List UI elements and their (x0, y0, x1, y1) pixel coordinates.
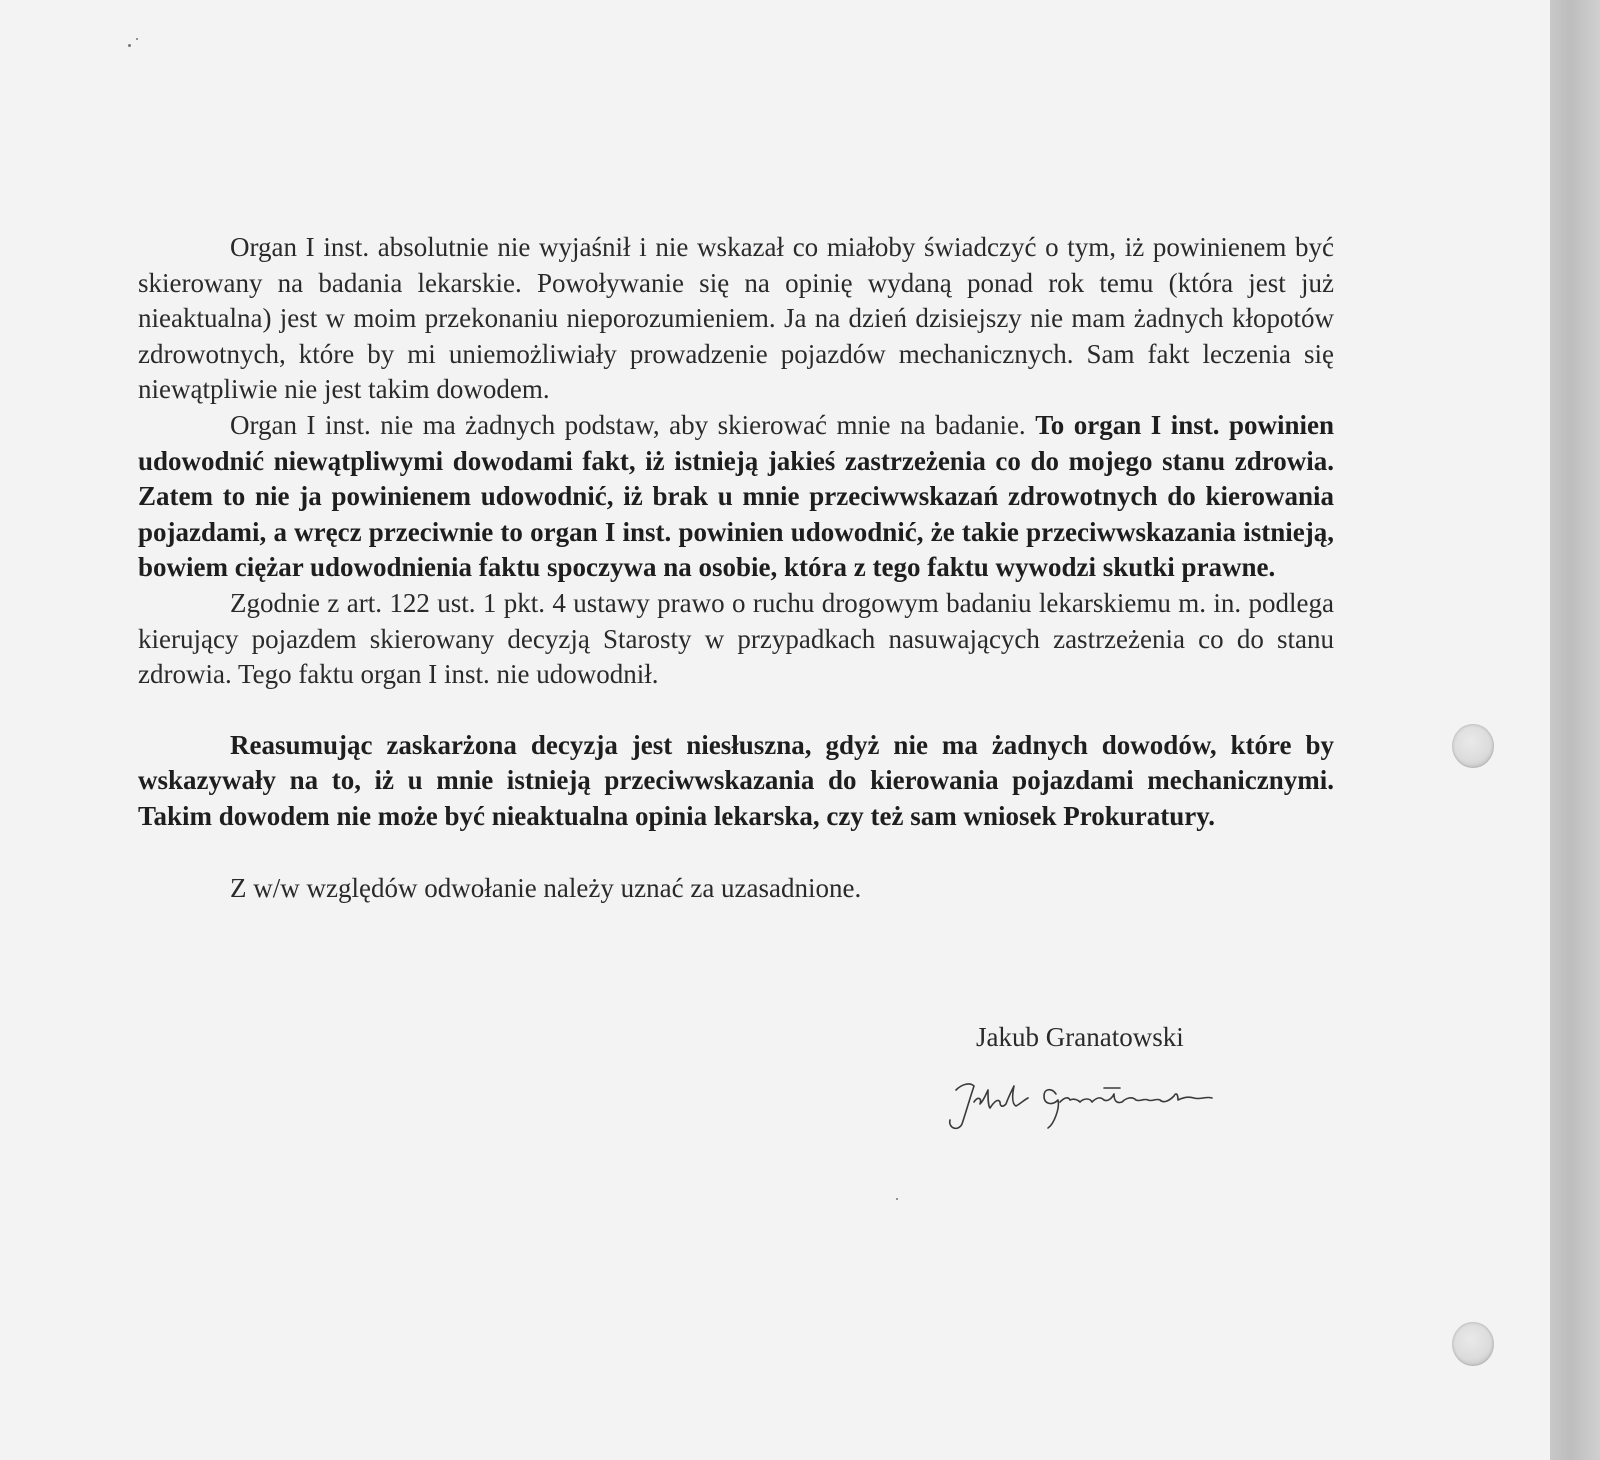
scan-speck (136, 38, 138, 40)
handwritten-signature (944, 1068, 1264, 1138)
paragraph-5-conclusion (138, 871, 1334, 907)
punch-hole-top (1452, 724, 1494, 768)
scan-speck (896, 1198, 898, 1200)
paragraph-4-bold-text: Reasumując zaskarżona decyzja jest niesłuszna, gdyż nie ma żadnych dowodów, które by wskazywały na to, iż u mnie istnieją przeciwwskazania do kierowania pojazdami mechanicznymi. Takim dowodem nie może być nieaktualna opinia lekarska, czy też sam wniosek Prokuratury. (138, 729, 1334, 831)
paragraph-1 (138, 230, 1334, 408)
letter-body (138, 230, 1334, 906)
paragraph-2 (138, 408, 1334, 586)
scan-speck (128, 44, 131, 47)
page-edge-shadow (1550, 0, 1600, 1460)
paragraph-5-text: Z w/w względów odwołanie należy uznać za uzasadnione. (230, 872, 862, 903)
paragraph-3-text: Zgodnie z art. 122 ust. 1 pkt. 4 ustawy prawo o ruchu drogowym badaniu lekarskiemu m. in. podlega kierujący pojazdem skierowany decyzją Starosty w przypadkach nasuwających zastrzeżenia co do stanu zdrowia. Tego faktu organ I inst. nie udowodnił. (138, 587, 1334, 690)
paragraph-1-text: Organ I inst. absolutnie nie wyjaśnił i nie wskazał co miałoby świadczyć o tym, iż powinienem być skierowany na badania lekarskie. Powoływanie się na opinię wydaną ponad rok temu (która jest już nieaktualna) jest w moim przekonaniu nieporozumieniem. Ja na dzień dzisiejszy nie mam żadnych kłopotów zdrowotnych, które by mi uniemożliwiały prowadzenie pojazdów mechanicznych. Sam fakt leczenia się niewątpliwie nie jest takim dowodem. (138, 232, 1334, 405)
paragraph-3 (138, 586, 1334, 693)
paragraph-2-bold-text: To organ I inst. powinien udowodnić niewątpliwymi dowodami fakt, iż istnieją jakieś zastrzeżenia co do mojego stanu zdrowia. Zatem to nie ja powinienem udowodnić, iż brak u mnie przeciwwskazań zdrowotnych do kierowania pojazdami, a wręcz przeciwnie to organ I inst. powinien udowodnić, że takie przeciwwskazania istnieją, bowiem ciężar udowodnienia faktu spoczywa na osobie, która z tego faktu wywodzi skutki prawne. (138, 409, 1334, 583)
paragraph-4-summary (138, 728, 1334, 835)
punch-hole-bottom (1452, 1322, 1494, 1366)
paragraph-2-text: Organ I inst. nie ma żadnych podstaw, aby skierować mnie na badanie. (230, 409, 1036, 440)
printed-signature-name: Jakub Granatowski (976, 1022, 1184, 1052)
